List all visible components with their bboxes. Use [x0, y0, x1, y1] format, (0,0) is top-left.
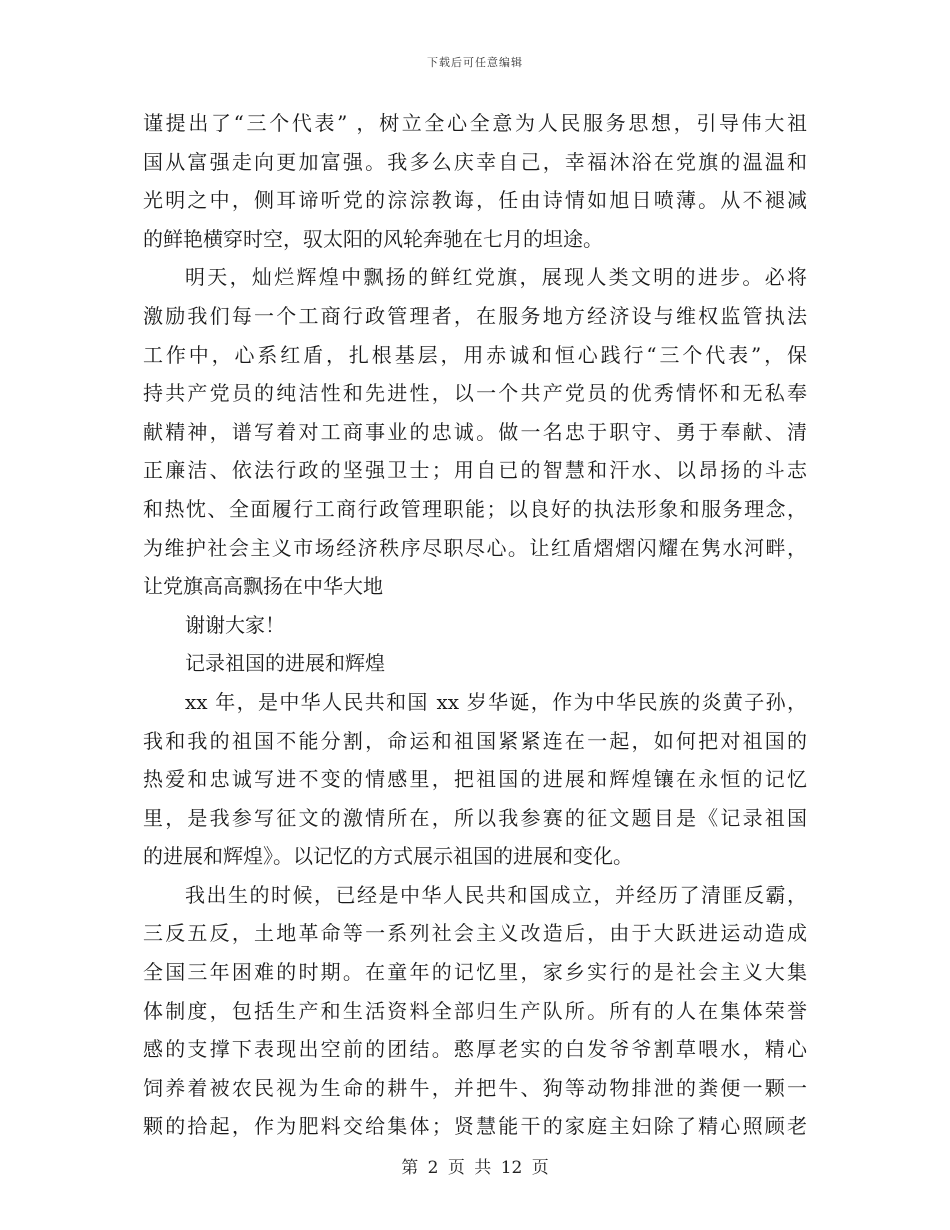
text-line: xx 年，是中华人民共和国 xx 岁华诞，作为中华民族的炎黄子孙， — [185, 689, 807, 714]
text-line: 我出生的时候，已经是中华人民共和国成立，并经历了清匪反霸， — [185, 882, 807, 907]
text-line: 感的支撑下表现出空前的团结。憨厚老实的白发爷爷割草喂水，精心 — [143, 1037, 807, 1062]
text-line: 里，是我参写征文的激情所在，所以我参赛的征文题目是《记录祖国 — [143, 805, 807, 830]
text-line: 正廉洁、依法行政的坚强卫士；用自已的智慧和汗水、以昂扬的斗志 — [143, 458, 807, 483]
text-line: 三反五反，土地革命等一系列社会主义改造后，由于大跃进运动造成 — [143, 921, 807, 946]
text-line: 持共产党员的纯洁性和先进性，以一个共产党员的优秀情怀和无私奉 — [143, 381, 807, 406]
text-line: 国从富强走向更加富强。我多么庆幸自己，幸福沐浴在党旗的温温和 — [143, 149, 807, 174]
document-body — [143, 104, 807, 1146]
text-line: 激励我们每一个工商行政管理者，在服务地方经济设与维权监管执法 — [143, 303, 807, 328]
text-line: 记录祖国的进展和辉煌 — [185, 651, 385, 676]
text-line: 谢谢大家！ — [185, 612, 285, 637]
text-line: 的进展和辉煌》。以记忆的方式展示祖国的进展和变化。 — [143, 844, 633, 869]
text-line: 的鲜艳横穿时空，驭太阳的风轮奔驰在七月的坦途。 — [143, 226, 603, 251]
text-line: 体制度，包括生产和生活资料全部归生产队所。所有的人在集体荣誉 — [143, 998, 807, 1023]
text-line: 献精神，谱写着对工商事业的忠诚。做一名忠于职守、勇于奉献、清 — [143, 419, 807, 444]
text-line: 谨提出了“三个代表” ，树立全心全意为人民服务思想，引导伟大祖 — [143, 111, 807, 135]
text-line: 饲养着被农民视为生命的耕牛，并把牛、狗等动物排泄的粪便一颗一 — [143, 1075, 807, 1100]
text-line: 全国三年困难的时期。在童年的记忆里，家乡实行的是社会主义大集 — [143, 960, 807, 985]
text-line: 明天，灿烂辉煌中飘扬的鲜红党旗，展现人类文明的进步。必将 — [185, 265, 807, 290]
text-line: 为维护社会主义市场经济秩序尽职尽心。让红盾熠熠闪耀在隽水河畔， — [143, 535, 807, 560]
text-line: 颗的拾起，作为肥料交给集体；贤慧能干的家庭主妇除了精心照顾老 — [143, 1114, 807, 1139]
text-line: 让党旗高高飘扬在中华大地 — [143, 574, 383, 599]
text-line: 和热忱、全面履行工商行政管理职能；以良好的执法形象和服务理念， — [143, 496, 807, 521]
header-note: 下载后可任意编辑 — [427, 56, 523, 69]
text-line: 光明之中，侧耳谛听党的淙淙教诲，任由诗情如旭日喷薄。从不褪减 — [143, 188, 807, 213]
text-line: 工作中，心系红盾，扎根基层，用赤诚和恒心践行“三个代表”，保 — [143, 342, 807, 367]
text-line: 热爱和忠诚写进不变的情感里，把祖国的进展和辉煌镶在永恒的记忆 — [143, 767, 807, 792]
text-line: 我和我的祖国不能分割，命运和祖国紧紧连在一起，如何把对祖国的 — [143, 728, 807, 753]
page-number: 第 2 页 共 12 页 — [401, 1158, 549, 1178]
